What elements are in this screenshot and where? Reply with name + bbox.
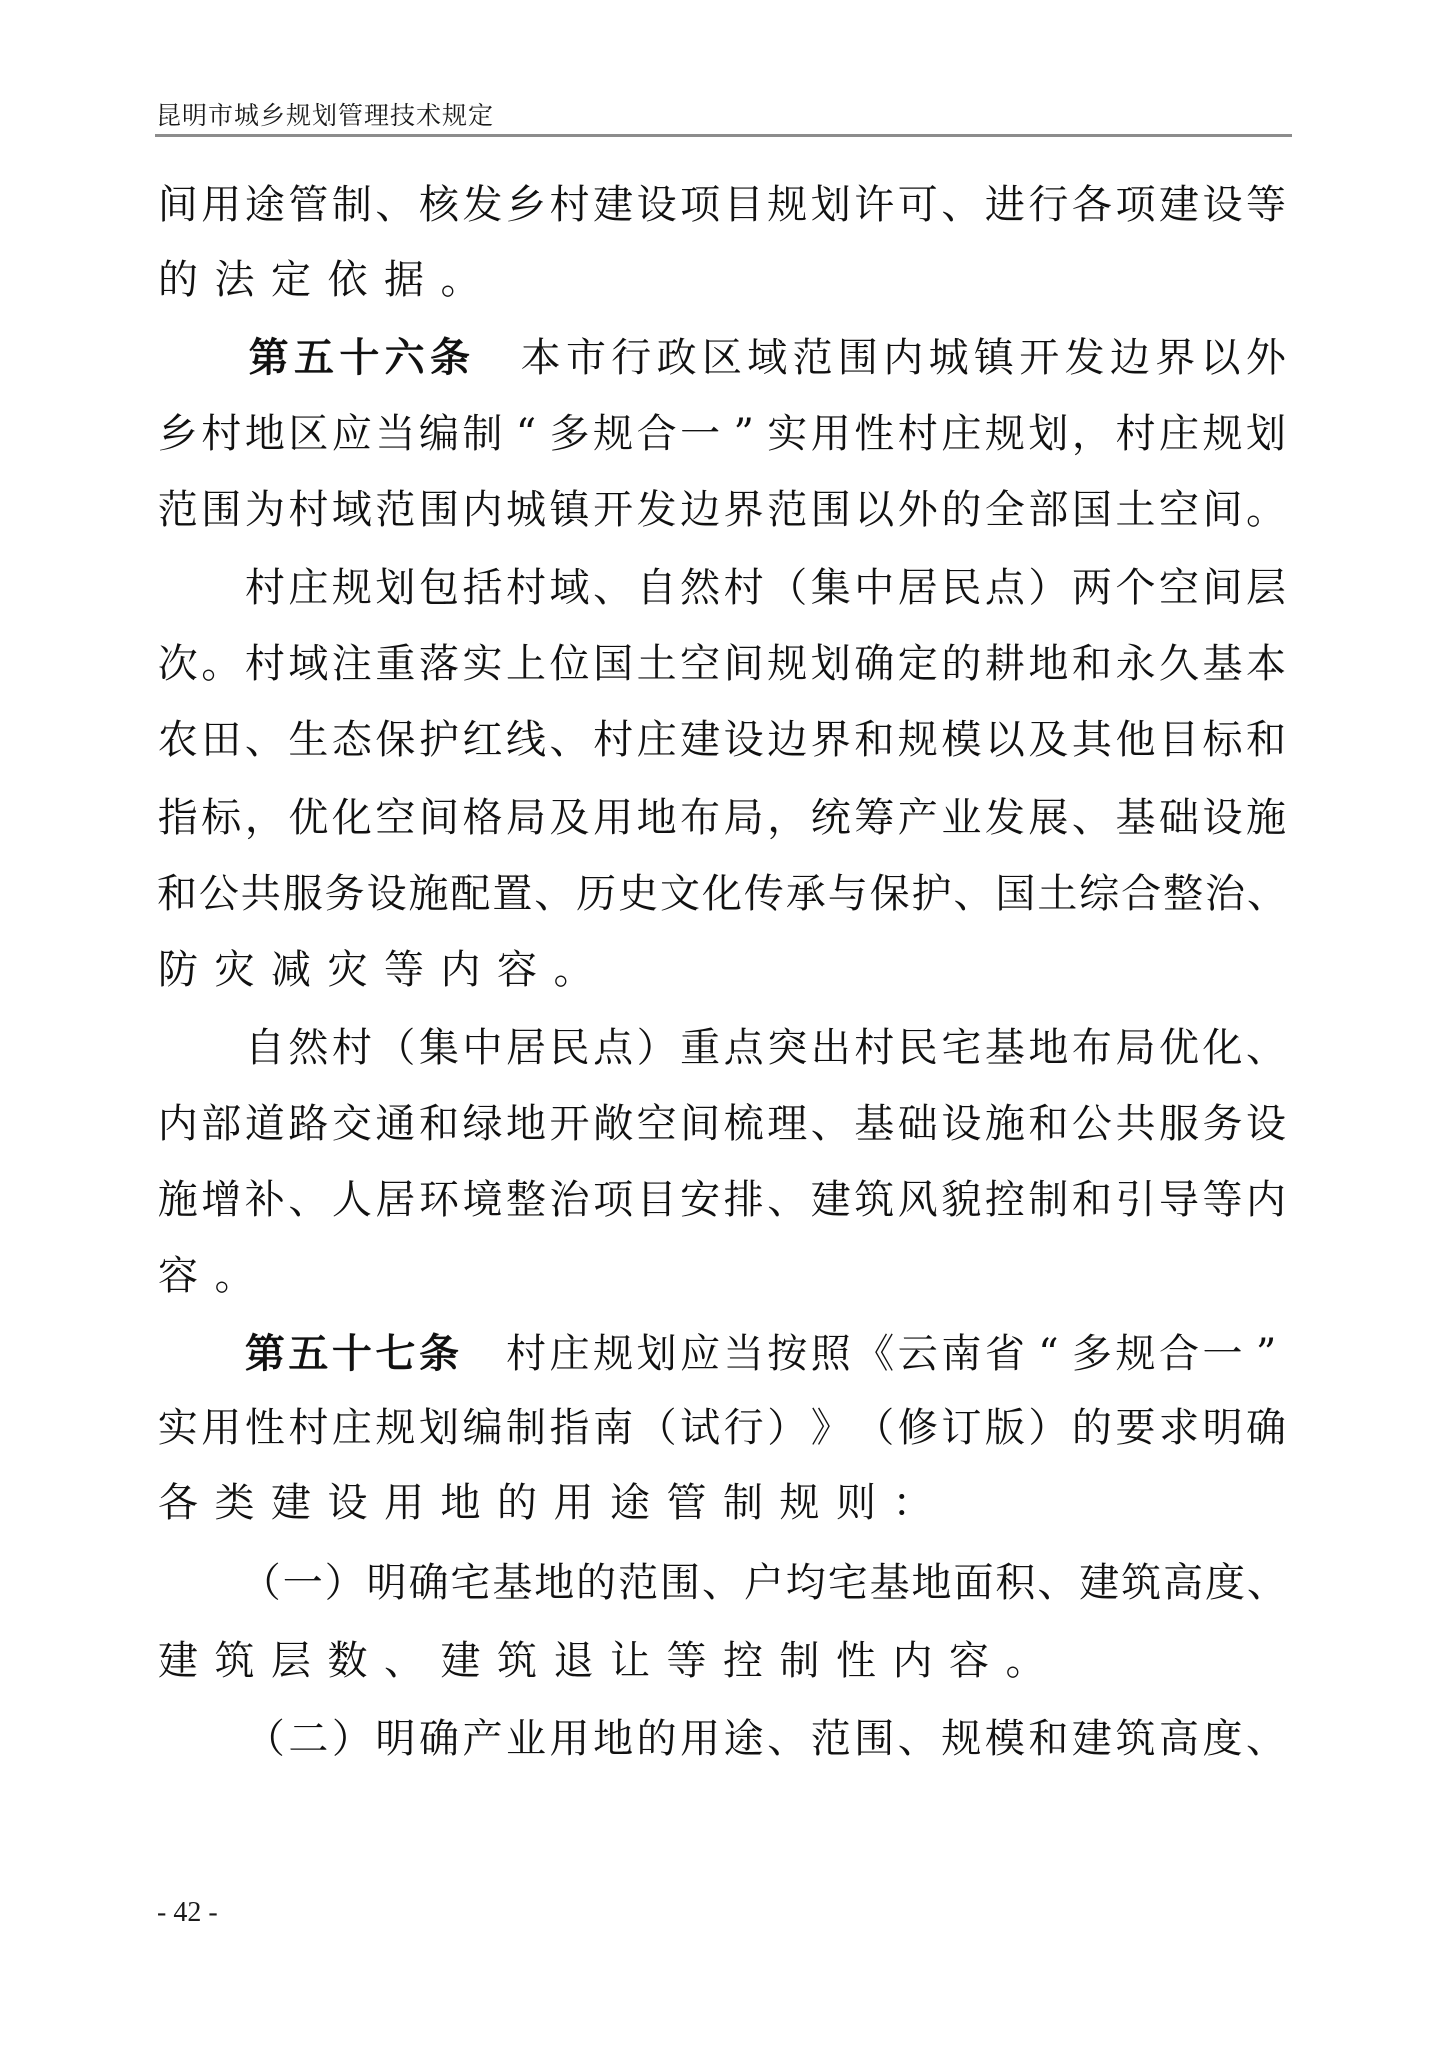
text-line: 内 部 道 路 交 通 和 绿 地 开 敞 空 间 梳 理 、 基 础 设 施 和 公 共 服 务 设	[157, 1101, 1287, 1147]
text-line: （ 一 ） 明 确 宅 基 地 的 范 围 、 户 均 宅 基 地 面 积 、 建 筑 高 度 、	[240, 1560, 1287, 1606]
page-number: - 42 -	[157, 1897, 218, 1928]
text-line: 次 。 村 域 注 重 落 实 上 位 国 土 空 间 规 划 确 定 的 耕 地 和 永 久 基 本	[157, 641, 1287, 687]
text-line: 第 五 十 七 条 村 庄 规 划 应 当 按 照 《 云 南 省 “ 多 规 合 一 ”	[244, 1331, 1277, 1377]
header-divider	[155, 134, 1292, 137]
text-line: 第 五 十 六 条 本 市 行 政 区 域 范 围 内 城 镇 开 发 边 界 以 外	[248, 335, 1286, 381]
text-line: 自 然 村 （ 集 中 居 民 点 ） 重 点 突 出 村 民 宅 基 地 布 局 优 化 、	[244, 1025, 1287, 1071]
text-line: 村 庄 规 划 包 括 村 域 、 自 然 村 （ 集 中 居 民 点 ） 两 个 空 间 层	[244, 565, 1287, 611]
text-line: 容 。	[158, 1253, 255, 1299]
text-line: 和 公 共 服 务 设 施 配 置 、 历 史 文 化 传 承 与 保 护 、 国 土 综 合 整 治 、	[156, 871, 1287, 917]
text-line: 建 筑 层 数 、 建 筑 退 让 等 控 制 性 内 容 。	[158, 1638, 1046, 1684]
text-line: 农 田 、 生 态 保 护 红 线 、 村 庄 建 设 边 界 和 规 模 以 及 其 他 目 标 和	[157, 717, 1287, 763]
text-line: 施 增 补 、 人 居 环 境 整 治 项 目 安 排 、 建 筑 风 貌 控 制 和 引 导 等 内	[157, 1177, 1287, 1223]
text-line: 的 法 定 依 据 。	[158, 257, 481, 303]
text-line: （ 二 ） 明 确 产 业 用 地 的 用 途 、 范 围 、 规 模 和 建 筑 高 度 、	[244, 1716, 1287, 1762]
text-line: 指 标 ， 优 化 空 间 格 局 及 用 地 布 局 ， 统 筹 产 业 发 展 、 基 础 设 施	[157, 795, 1287, 841]
text-line: 间 用 途 管 制 、 核 发 乡 村 建 设 项 目 规 划 许 可 、 进 行 各 项 建 设 等	[157, 182, 1287, 228]
text-line: 范 围 为 村 域 范 围 内 城 镇 开 发 边 界 范 围 以 外 的 全 部 国 土 空 间 。	[157, 487, 1287, 533]
text-line: 乡 村 地 区 应 当 编 制 “ 多 规 合 一 ” 实 用 性 村 庄 规 划 ， 村 庄 规 划	[157, 411, 1287, 457]
text-line: 各 类 建 设 用 地 的 用 途 管 制 规 则 ：	[158, 1480, 933, 1526]
text-line: 防 灾 减 灾 等 内 容 。	[158, 947, 594, 993]
text-line: 实 用 性 村 庄 规 划 编 制 指 南 （ 试 行 ） 》 （ 修 订 版 ） 的 要 求 明 确	[157, 1405, 1287, 1451]
document-title: 昆明市城乡规划管理技术规定	[156, 101, 495, 130]
